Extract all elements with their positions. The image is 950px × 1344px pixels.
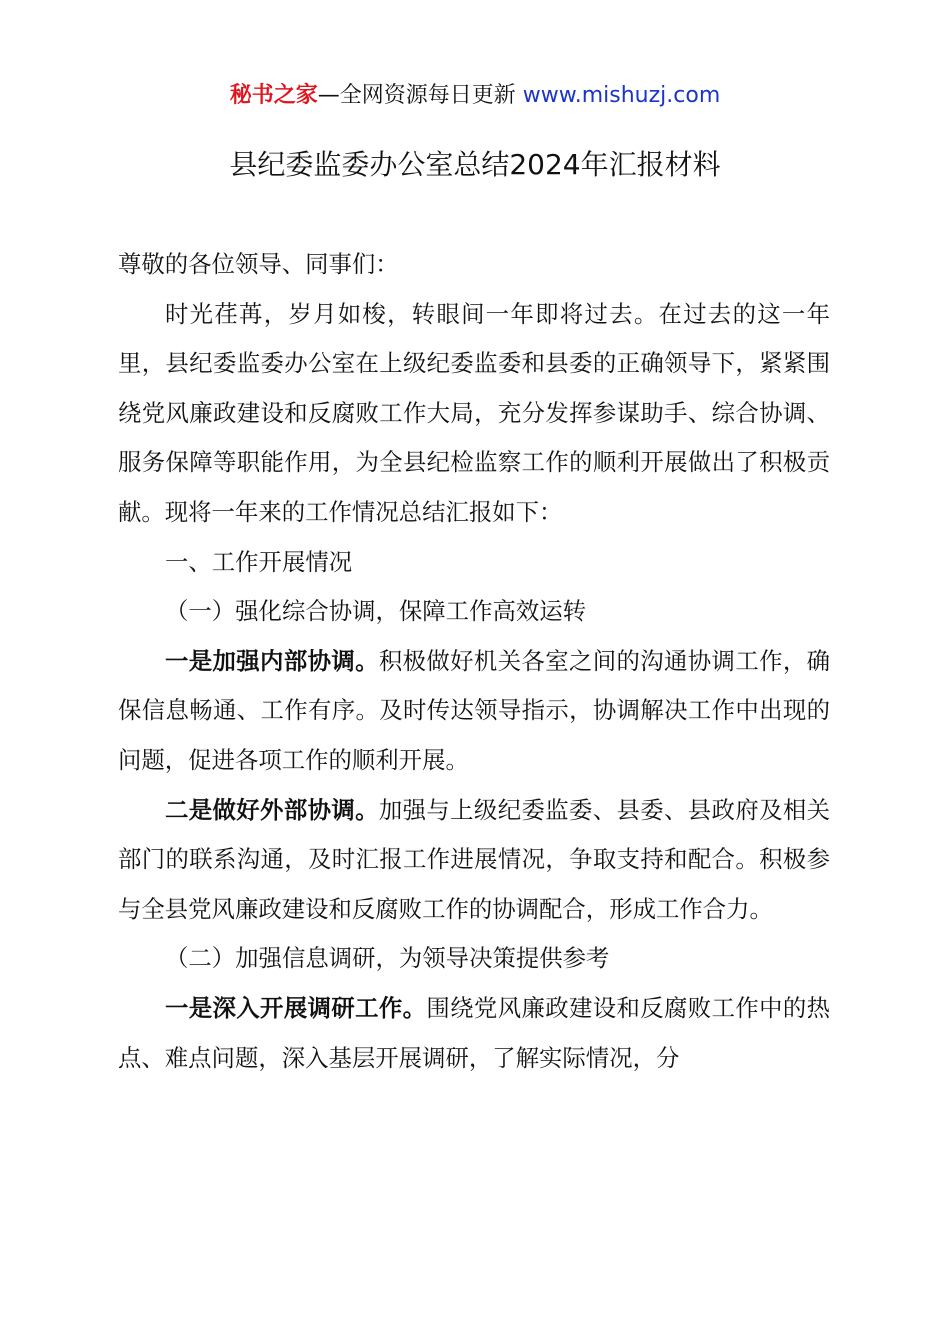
- section-heading: 一、工作开展情况: [165, 547, 353, 576]
- paragraph-lead: 一是深入开展调研工作。: [165, 993, 427, 1022]
- paragraph-lead: 二是做好外部协调。: [165, 795, 379, 824]
- document-body: [118, 240, 830, 1083]
- subsection-heading: （一）强化综合协调，保障工作高效运转: [165, 597, 587, 626]
- paragraph-text: 积极做好机关各室之间的沟通协调工作，确保信息畅通、工作有序。及时传达领导指示，协调解决工作中出现的问题，促进各项工作的顺利开展。: [118, 646, 831, 774]
- paragraph: [118, 984, 830, 1083]
- intro-paragraph: 时光荏苒，岁月如梭，转眼间一年即将过去。在过去的这一年里，县纪委监委办公室在上级纪委监委和县委的正确领导下，紧紧围绕党风廉政建设和反腐败工作大局，充分发挥参谋助手、综合协调、服务保障等职能作用，为全县纪检监察工作的顺利开展做出了积极贡献。现将一年来的工作情况总结汇报如下：: [118, 299, 830, 526]
- paragraph-text: 围绕党风廉政建设和反腐败工作中的热点、难点问题，深入基层开展调研，了解实际情况，分: [118, 993, 831, 1072]
- document-title: 县纪委监委办公室总结2024年汇报材料: [229, 148, 721, 181]
- paragraph: [118, 786, 830, 935]
- brand-name: 秘书之家: [229, 83, 318, 108]
- subsection-heading: （二）加强信息调研，为领导决策提供参考: [165, 944, 610, 973]
- paragraph-lead: 一是加强内部协调。: [165, 646, 379, 675]
- paragraph: [118, 637, 830, 786]
- paragraph-text: 加强与上级纪委监委、县委、县政府及相关部门的联系沟通，及时汇报工作进展情况，争取支持和配合。积极参与全县党风廉政建设和反腐败工作的协调配合，形成工作合力。: [118, 795, 831, 923]
- header-tagline: —全网资源每日更新: [317, 83, 523, 108]
- site-header: [0, 78, 950, 114]
- site-url-link[interactable]: www.mishuzj.com: [522, 83, 721, 108]
- salutation: 尊敬的各位领导、同事们：: [118, 250, 399, 278]
